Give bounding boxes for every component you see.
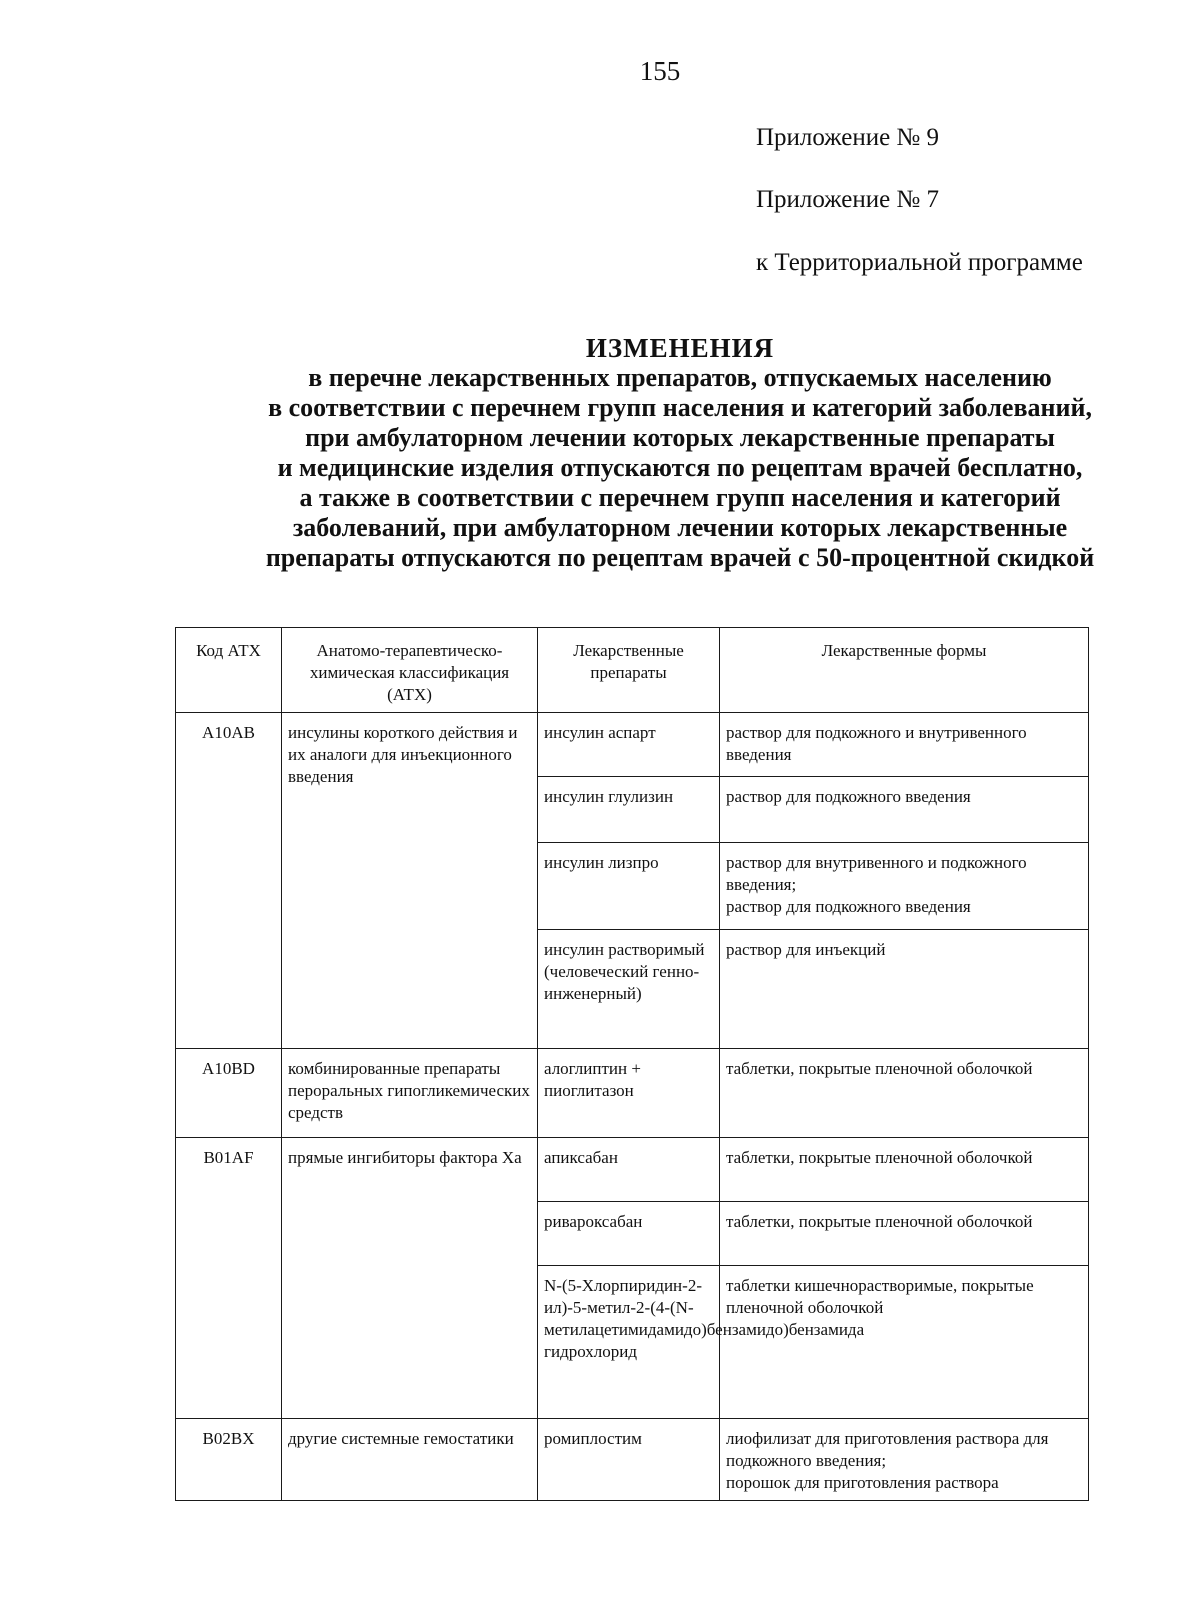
drug-name: N-(5-Хлорпиридин-2-ил)-5-метил-2-(4-(N-метилацетимидамидо)бензамидо)бензамида гидрохлорид — [538, 1266, 720, 1419]
drug-form: таблетки, покрытые пленочной оболочкой — [720, 1138, 1089, 1202]
header-classification: Анатомо-терапевтическо-химическая классификация (АТХ) — [282, 628, 538, 713]
drug-name: ривароксабан — [538, 1202, 720, 1266]
title-main: ИЗМЕНЕНИЯ — [585, 333, 775, 363]
atx-code: A10AB — [176, 713, 282, 1049]
header-drugs: Лекарственные препараты — [538, 628, 720, 713]
atx-code: B01AF — [176, 1138, 282, 1419]
drug-name: инсулин растворимый (человеческий генно-инженерный) — [538, 930, 720, 1049]
drug-list-table — [175, 627, 1089, 1501]
header-code: Код АТХ — [176, 628, 282, 713]
drug-name: апиксабан — [538, 1138, 720, 1202]
atx-classification: прямые ингибиторы фактора Xa — [282, 1138, 538, 1419]
program-label: к Территориальной программе — [756, 249, 1083, 276]
subtitle-line: заболеваний, при амбулаторном лечении которых лекарственные — [292, 513, 1068, 542]
subtitle-line: препараты отпускаются по рецептам врачей с 50-процентной скидкой — [265, 543, 1095, 572]
table-row — [176, 1419, 1089, 1501]
drug-form-alt: порошок для приготовления раствора — [726, 1473, 999, 1492]
drug-form: таблетки, покрытые пленочной оболочкой — [720, 1202, 1089, 1266]
subtitle-line: в соответствии с перечнем групп населения и категорий заболеваний, — [268, 393, 1092, 422]
subtitle-line: а также в соответствии с перечнем групп населения и категорий — [299, 483, 1061, 512]
subtitle-line: в перечне лекарственных препаратов, отпускаемых населению — [308, 363, 1052, 392]
table-row — [176, 1138, 1089, 1202]
header-forms: Лекарственные формы — [720, 628, 1089, 713]
drug-form: раствор для подкожного введения — [720, 777, 1089, 843]
table-header-row — [176, 628, 1089, 713]
drug-form-cell — [720, 843, 1089, 930]
subtitle-line: и медицинские изделия отпускаются по рецептам врачей бесплатно, — [277, 453, 1083, 482]
annex-7-label: Приложение № 7 — [756, 186, 940, 213]
document-title — [200, 333, 1160, 573]
drug-name: инсулин глулизин — [538, 777, 720, 843]
drug-name: алоглиптин + пиоглитазон — [538, 1049, 720, 1138]
drug-name: ромиплостим — [538, 1419, 720, 1501]
drug-name: инсулин аспарт — [538, 713, 720, 777]
drug-form: раствор для внутривенного и подкожного введения; — [726, 853, 1027, 894]
subtitle-line: при амбулаторном лечении которых лекарственные препараты — [305, 423, 1055, 452]
drug-form: раствор для подкожного и внутривенного введения — [720, 713, 1089, 777]
table-row — [176, 713, 1089, 777]
table-row — [176, 1049, 1089, 1138]
drug-form: таблетки, покрытые пленочной оболочкой — [720, 1049, 1089, 1138]
atx-classification: инсулины короткого действия и их аналоги для инъекционного введения — [282, 713, 538, 1049]
drug-name: инсулин лизпро — [538, 843, 720, 930]
annex-9-label: Приложение № 9 — [756, 124, 940, 151]
drug-form: таблетки кишечнорастворимые, покрытые пленочной оболочкой — [720, 1266, 1089, 1419]
atx-classification: другие системные гемостатики — [282, 1419, 538, 1501]
atx-classification: комбинированные препараты пероральных гипогликемических средств — [282, 1049, 538, 1138]
drug-form-cell — [720, 1419, 1089, 1501]
drug-form: раствор для инъекций — [720, 930, 1089, 1049]
page-number: 155 — [639, 56, 681, 86]
atx-code: B02BX — [176, 1419, 282, 1501]
drug-form: лиофилизат для приготовления раствора для подкожного введения; — [726, 1429, 1049, 1470]
drug-form-alt: раствор для подкожного введения — [726, 897, 971, 916]
atx-code: A10BD — [176, 1049, 282, 1138]
